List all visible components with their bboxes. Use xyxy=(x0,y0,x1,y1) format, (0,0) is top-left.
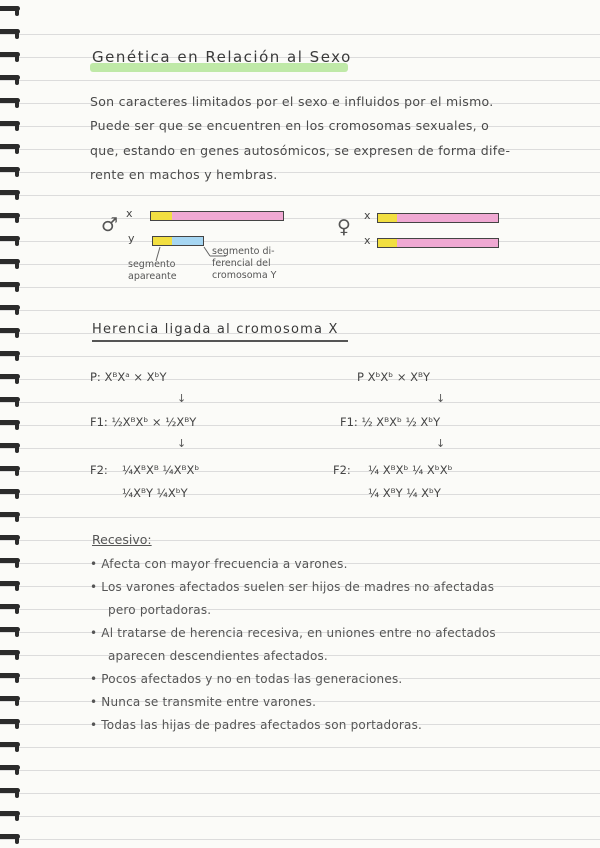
spiral-hook xyxy=(0,167,22,179)
spiral-hook xyxy=(0,673,22,685)
f2-row-1: ¼ XᴮXᵇ ¼ XᵇXᵇ xyxy=(368,463,453,477)
spiral-hook xyxy=(0,328,22,340)
f2-row-2: ¼XᴮY ¼XᵇY xyxy=(122,486,188,500)
spiral-hook xyxy=(0,443,22,455)
spiral-hook xyxy=(0,581,22,593)
homologous-segment xyxy=(151,212,172,220)
spiral-hook xyxy=(0,834,22,846)
female-x2-chromosome xyxy=(377,238,499,248)
spiral-hook xyxy=(0,29,22,41)
spiral-hook xyxy=(0,719,22,731)
section-heading: Herencia ligada al cromosoma X xyxy=(92,322,339,337)
spiral-hook xyxy=(0,52,22,64)
spiral-hook xyxy=(0,190,22,202)
spiral-hook xyxy=(0,374,22,386)
female-x2-label: x xyxy=(364,234,371,247)
spiral-hook xyxy=(0,788,22,800)
spiral-hook xyxy=(0,282,22,294)
spiral-hook xyxy=(0,765,22,777)
female-symbol-icon: ♀ xyxy=(337,216,351,238)
spiral-hook xyxy=(0,213,22,225)
bullet-item: • Pocos afectados y no en todas las generaciones. xyxy=(90,672,403,686)
female-x1-chromosome xyxy=(377,213,499,223)
recessive-title: Recesivo: xyxy=(92,532,152,547)
homologous-segment xyxy=(378,214,397,222)
x-segment xyxy=(397,239,498,247)
f2-row-1: ¼XᴮXᴮ ¼XᴮXᵇ xyxy=(122,463,200,477)
spiral-hook xyxy=(0,489,22,501)
intro-line-2: Puede ser que se encuentren en los cromosomas sexuales, o xyxy=(90,118,490,133)
spiral-hook xyxy=(0,535,22,547)
spiral-hook xyxy=(0,696,22,708)
spiral-hook xyxy=(0,121,22,133)
intro-line-4: rente en machos y hembras. xyxy=(90,167,278,182)
note-line: ferencial del xyxy=(212,258,271,269)
spiral-hook xyxy=(0,351,22,363)
bullet-item: • Todas las hijas de padres afectados son portadoras. xyxy=(90,718,423,732)
arrow-down-icon: ↓ xyxy=(177,437,187,450)
intro-line-1: Son caracteres limitados por el sexo e influidos por el mismo. xyxy=(90,94,494,109)
f2-label: F2: xyxy=(333,463,351,477)
spiral-hook xyxy=(0,259,22,271)
spiral-hook xyxy=(0,604,22,616)
spiral-hook xyxy=(0,466,22,478)
homologous-segment-note xyxy=(128,259,177,283)
spiral-hook xyxy=(0,742,22,754)
spiral-hook xyxy=(0,75,22,87)
female-x1-label: x xyxy=(364,209,371,222)
differential-segment-note xyxy=(212,246,276,282)
bullet-item-continued: aparecen descendientes afectados. xyxy=(108,649,328,663)
male-x-label: x xyxy=(126,207,133,220)
f2-row-2: ¼ XᴮY ¼ XᵇY xyxy=(368,486,441,500)
arrow-down-icon: ↓ xyxy=(436,392,446,405)
spiral-hook xyxy=(0,650,22,662)
bullet-item-continued: pero portadoras. xyxy=(108,603,212,617)
arrow-down-icon: ↓ xyxy=(177,392,187,405)
x-segment xyxy=(172,212,283,220)
note-line: apareante xyxy=(128,271,177,282)
x-segment xyxy=(397,214,498,222)
male-symbol-icon: ♂ xyxy=(101,214,119,236)
f1-generation: F1: ½ XᴮXᵇ ½ XᵇY xyxy=(340,415,441,429)
spiral-hook xyxy=(0,144,22,156)
spiral-hook xyxy=(0,420,22,432)
homologous-segment xyxy=(378,239,397,247)
bullet-item: • Afecta con mayor frecuencia a varones. xyxy=(90,557,348,571)
f1-generation: F1: ½XᴮXᵇ × ½XᴮY xyxy=(90,415,197,429)
bullet-item: • Nunca se transmite entre varones. xyxy=(90,695,317,709)
intro-line-3: que, estando en genes autosómicos, se expresen de forma dife- xyxy=(90,143,511,158)
male-x-chromosome xyxy=(150,211,284,221)
note-line: segmento di- xyxy=(212,246,275,257)
note-line: segmento xyxy=(128,259,176,270)
spiral-hook xyxy=(0,811,22,823)
spiral-hook xyxy=(0,558,22,570)
spiral-hook xyxy=(0,627,22,639)
spiral-hook xyxy=(0,512,22,524)
bullet-item: • Al tratarse de herencia recesiva, en uniones entre no afectados xyxy=(90,626,496,640)
spiral-hook xyxy=(0,236,22,248)
spiral-binding xyxy=(0,0,24,848)
note-line: cromosoma Y xyxy=(212,270,277,281)
bullet-item: • Los varones afectados suelen ser hijos de madres no afectadas xyxy=(90,580,495,594)
f2-label: F2: xyxy=(90,463,108,477)
heading-underline xyxy=(92,340,348,342)
parental-generation: P XᵇXᵇ × XᴮY xyxy=(357,370,431,384)
parental-generation: P: XᴮXᵃ × XᵇY xyxy=(90,370,167,384)
spiral-hook xyxy=(0,305,22,317)
page-title: Genética en Relación al Sexo xyxy=(92,48,352,66)
male-y-label: y xyxy=(128,232,135,245)
arrow-down-icon: ↓ xyxy=(436,437,446,450)
spiral-hook xyxy=(0,98,22,110)
spiral-hook xyxy=(0,6,22,18)
spiral-hook xyxy=(0,397,22,409)
